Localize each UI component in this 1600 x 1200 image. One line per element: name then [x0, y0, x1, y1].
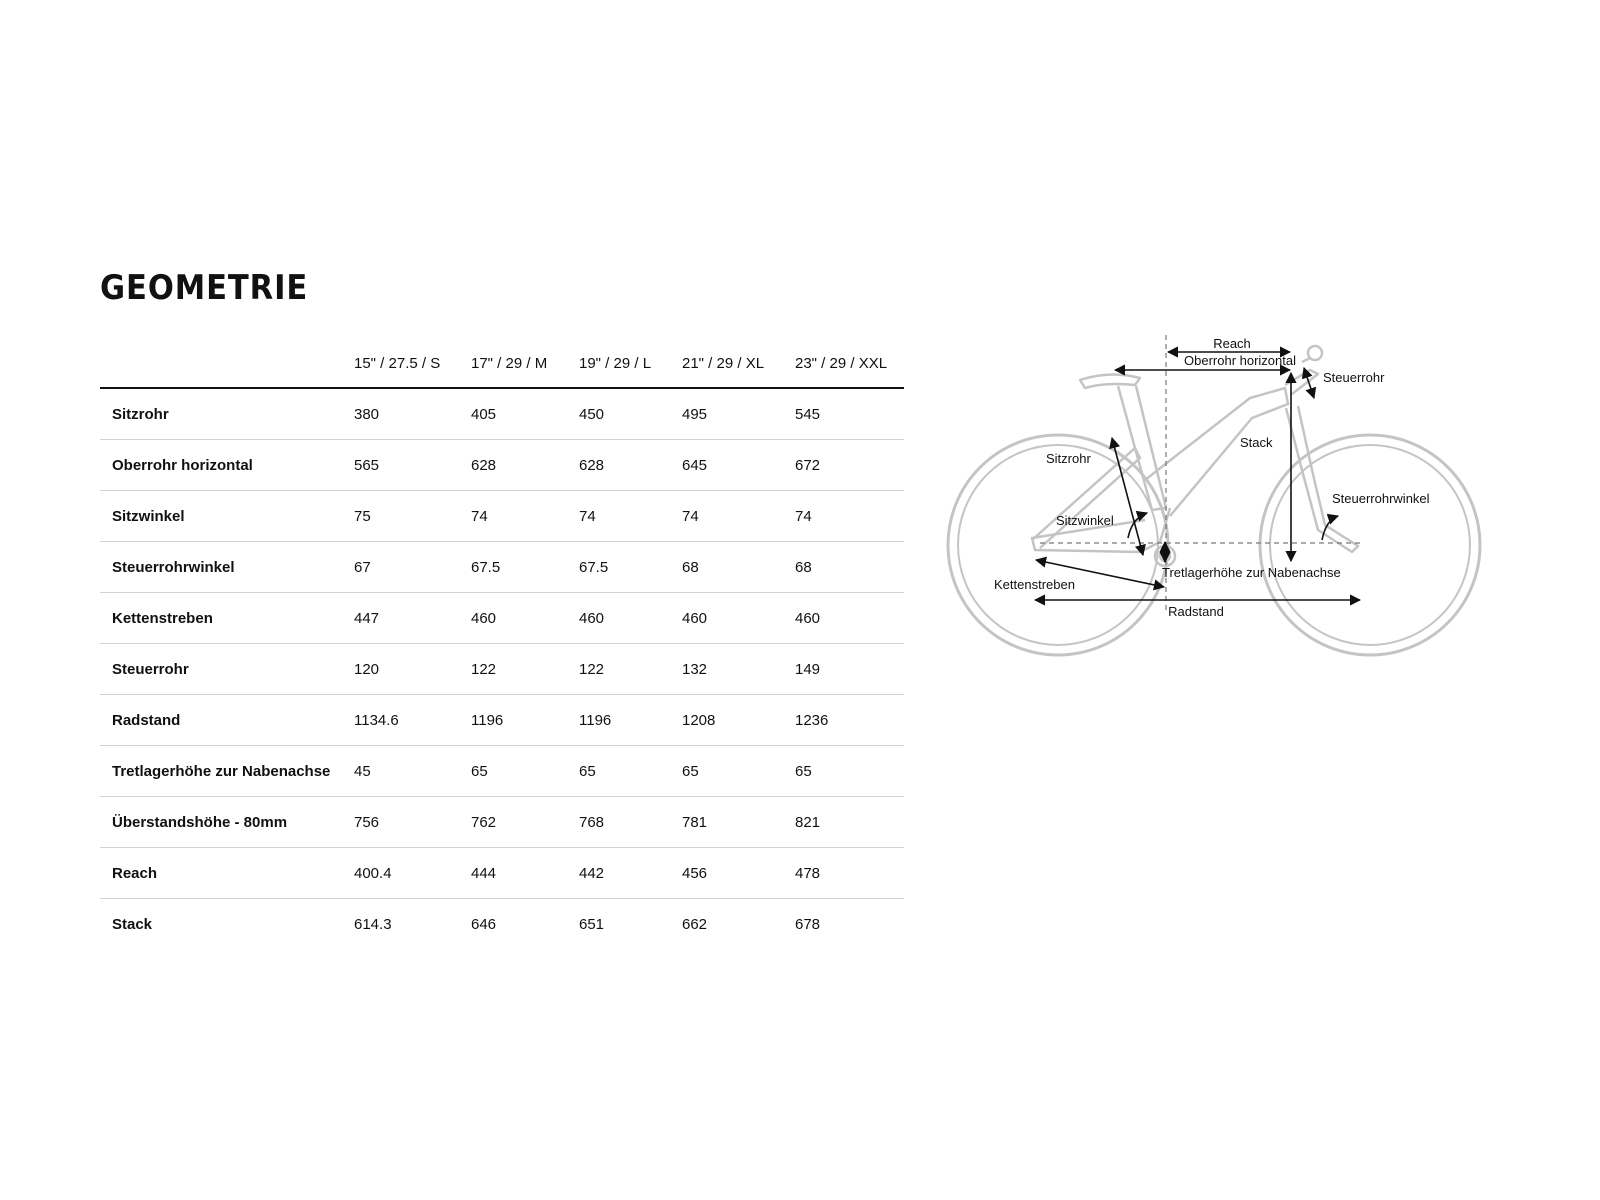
table-cell: 74 — [579, 491, 682, 542]
column-header-s: 15" / 27.5 / S — [354, 340, 471, 388]
row-label: Steuerrohr — [100, 644, 354, 695]
table-row — [100, 899, 904, 950]
table-row — [100, 695, 904, 746]
table-cell: 68 — [795, 542, 904, 593]
table-cell: 68 — [682, 542, 795, 593]
rear-wheel — [948, 435, 1168, 655]
table-cell: 460 — [682, 593, 795, 644]
table-cell: 442 — [579, 848, 682, 899]
table-cell: 450 — [579, 388, 682, 440]
label-radstand: Radstand — [1168, 604, 1224, 619]
table-cell: 762 — [471, 797, 579, 848]
table-cell: 768 — [579, 797, 682, 848]
table-cell: 75 — [354, 491, 471, 542]
table-cell: 672 — [795, 440, 904, 491]
geometry-table — [100, 340, 904, 949]
table-row — [100, 848, 904, 899]
table-cell: 45 — [354, 746, 471, 797]
row-label: Steuerrohrwinkel — [100, 542, 354, 593]
row-label: Oberrohr horizontal — [100, 440, 354, 491]
front-wheel — [1260, 435, 1480, 655]
column-header-xxl: 23" / 29 / XXL — [795, 340, 904, 388]
table-cell: 65 — [795, 746, 904, 797]
table-cell: 65 — [579, 746, 682, 797]
table-cell: 456 — [682, 848, 795, 899]
label-steuerrohr: Steuerrohr — [1323, 370, 1385, 385]
table-cell: 67.5 — [579, 542, 682, 593]
table-cell: 74 — [471, 491, 579, 542]
label-oberrohr-horizontal: Oberrohr horizontal — [1184, 353, 1296, 368]
table-cell: 444 — [471, 848, 579, 899]
row-label: Sitzrohr — [100, 388, 354, 440]
row-label: Stack — [112, 915, 153, 933]
table-cell: 149 — [795, 644, 904, 695]
bike-geometry-diagram — [940, 330, 1520, 690]
table-row — [100, 746, 904, 797]
table-cell: 628 — [471, 440, 579, 491]
diagram-labels — [994, 336, 1430, 619]
table-cell: 821 — [795, 797, 904, 848]
table-row — [100, 388, 904, 440]
label-reach: Reach — [1213, 336, 1251, 351]
table-cell: 65 — [682, 746, 795, 797]
label-tretlagerhoehe: Tretlagerhöhe zur Nabenachse — [1162, 565, 1341, 580]
label-sitzrohr: Sitzrohr — [1046, 451, 1091, 466]
table-cell: 1208 — [682, 695, 795, 746]
row-label: Kettenstreben — [100, 593, 354, 644]
table-cell: 545 — [795, 388, 904, 440]
table-cell: 74 — [795, 491, 904, 542]
label-kettenstreben: Kettenstreben — [994, 577, 1075, 592]
table-row — [100, 440, 904, 491]
table-cell: 614.3 — [354, 915, 392, 933]
table-cell: 1134.6 — [354, 695, 471, 746]
table-cell: 651 — [579, 915, 605, 933]
table-row — [100, 797, 904, 848]
column-header-m: 17" / 29 / M — [471, 340, 579, 388]
table-cell: 645 — [682, 440, 795, 491]
label-stack: Stack — [1240, 435, 1273, 450]
table-cell: 495 — [682, 388, 795, 440]
table-cell: 460 — [579, 593, 682, 644]
label-steuerrohrwinkel: Steuerrohrwinkel — [1332, 491, 1430, 506]
row-label: Radstand — [100, 695, 354, 746]
table-cell: 756 — [354, 797, 471, 848]
table-cell: 646 — [471, 915, 497, 933]
row-label: Tretlagerhöhe zur Nabenachse — [100, 746, 354, 797]
header-empty-cell — [100, 340, 354, 388]
column-header-l: 19" / 29 / L — [579, 340, 682, 388]
table-cell: 65 — [471, 746, 579, 797]
table-row — [100, 644, 904, 695]
row-label: Überstandshöhe - 80mm — [100, 797, 354, 848]
table-cell: 67 — [354, 542, 471, 593]
table-header-row — [100, 340, 904, 388]
table-cell: 67.5 — [471, 542, 579, 593]
table-cell: 122 — [471, 644, 579, 695]
dimension-arrows — [1035, 352, 1360, 600]
table-cell: 565 — [354, 440, 471, 491]
row-label: Reach — [100, 848, 354, 899]
page-title: GEOMETRIE — [100, 268, 309, 308]
table-cell: 122 — [579, 644, 682, 695]
table-cell: 447 — [354, 593, 471, 644]
table-cell: 132 — [682, 644, 795, 695]
label-sitzwinkel: Sitzwinkel — [1056, 513, 1114, 528]
table-row — [100, 593, 904, 644]
table-cell: 400.4 — [354, 848, 471, 899]
table-cell: 120 — [354, 644, 471, 695]
table-cell: 405 — [471, 388, 579, 440]
table-cell: 380 — [354, 388, 471, 440]
table-cell: 478 — [795, 848, 904, 899]
table-row — [100, 542, 904, 593]
table-cell: 678 — [795, 915, 821, 933]
table-cell: 74 — [682, 491, 795, 542]
table-row — [100, 491, 904, 542]
table-cell: 662 — [682, 915, 708, 933]
table-cell: 781 — [682, 797, 795, 848]
table-cell: 628 — [579, 440, 682, 491]
table-cell: 460 — [795, 593, 904, 644]
table-cell: 1196 — [579, 695, 682, 746]
row-label: Sitzwinkel — [100, 491, 354, 542]
table-cell: 460 — [471, 593, 579, 644]
table-cell: 1236 — [795, 695, 904, 746]
table-cell: 1196 — [471, 695, 579, 746]
column-header-xl: 21" / 29 / XL — [682, 340, 795, 388]
